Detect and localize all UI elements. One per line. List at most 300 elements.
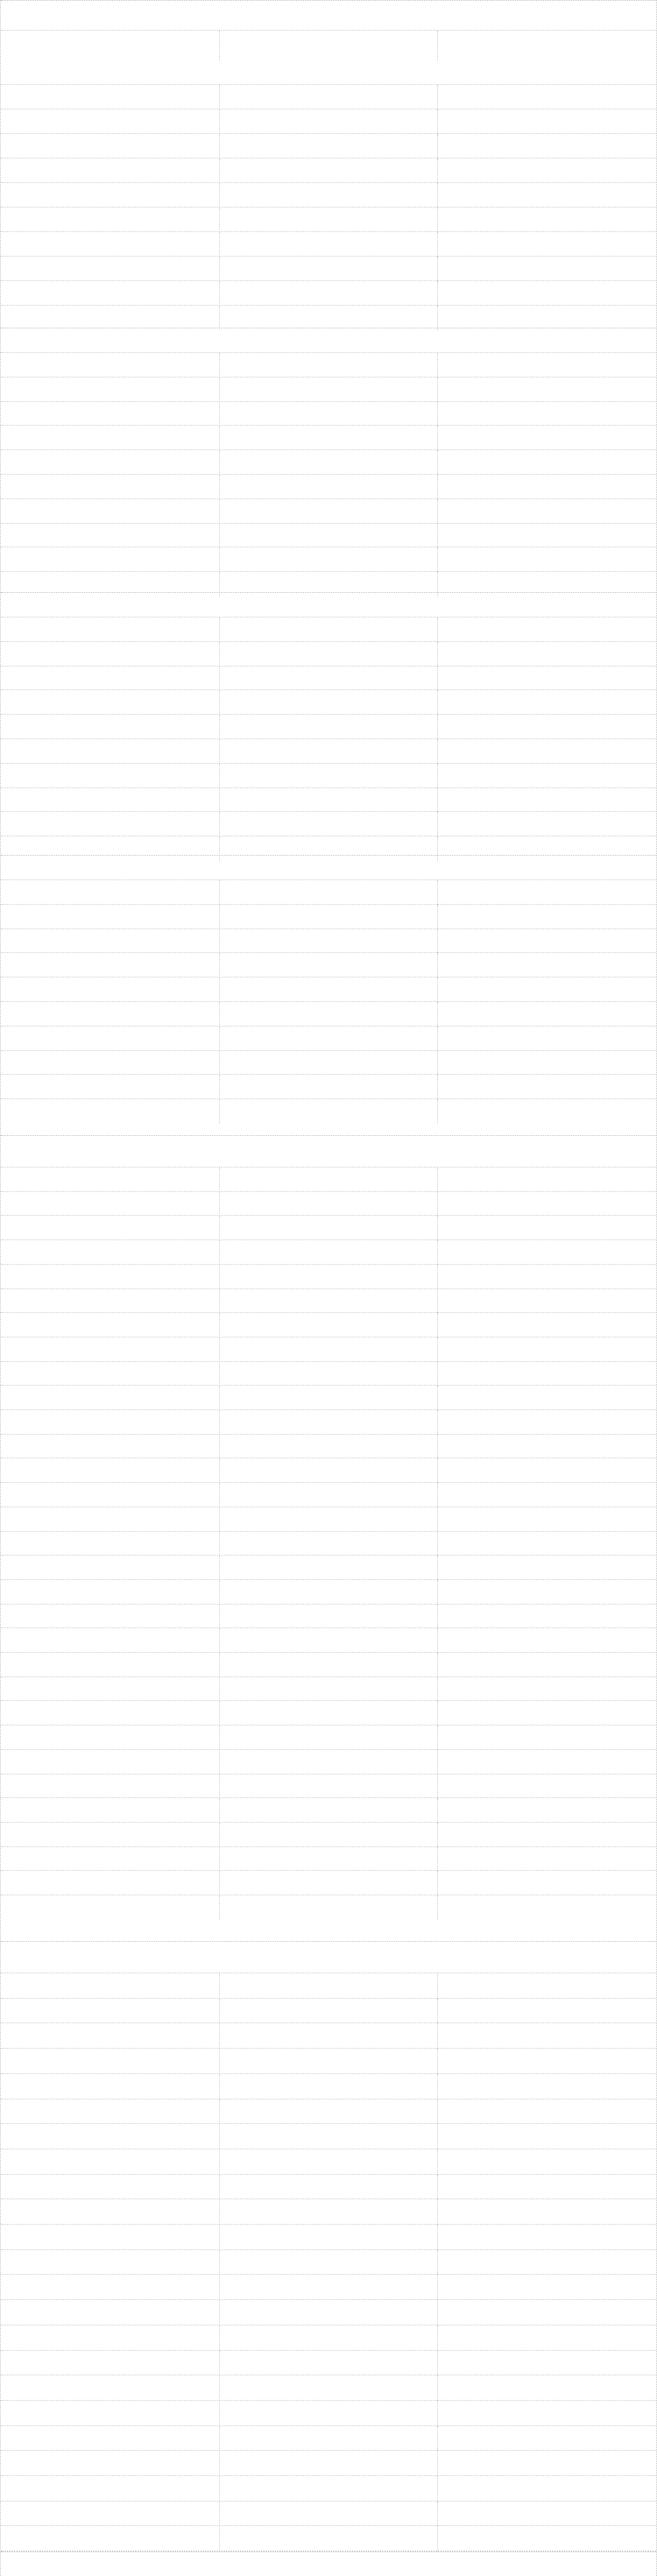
table-cell <box>437 880 656 905</box>
table-cell <box>219 426 438 450</box>
table-row <box>1 30 656 60</box>
table-cell <box>219 2502 438 2527</box>
table-cell <box>437 2049 656 2074</box>
table-cell <box>1 2502 219 2527</box>
table-cell <box>437 788 656 813</box>
table-cell <box>219 1458 438 1483</box>
table-cell <box>219 2023 438 2049</box>
table-cell <box>219 1871 438 1895</box>
table-row <box>1 1337 656 1361</box>
table-cell <box>437 159 656 183</box>
table-row <box>1 879 656 904</box>
table-row <box>1 641 656 666</box>
table-cell <box>219 31 438 60</box>
table-cell <box>219 1556 438 1580</box>
table-row <box>1 474 656 498</box>
table-cell <box>219 1313 438 1337</box>
table-cell <box>219 2325 438 2351</box>
table-cell <box>219 1099 438 1124</box>
table-cell <box>437 1507 656 1532</box>
table-cell <box>1 1075 219 1099</box>
table-cell <box>219 2300 438 2325</box>
table-cell <box>1 1240 219 1265</box>
table-cell <box>437 257 656 281</box>
table-row <box>1 1409 656 1434</box>
table-row <box>1 2274 656 2299</box>
table-cell <box>437 1973 656 1999</box>
table-row <box>1 498 656 523</box>
table-cell <box>437 134 656 159</box>
table-cell <box>219 2526 438 2551</box>
table-cell <box>437 1750 656 1775</box>
table-cell <box>1 1532 219 1556</box>
table-cell <box>437 450 656 475</box>
table-cell <box>437 1289 656 1314</box>
table-cell <box>437 2300 656 2325</box>
table-row <box>1 2350 656 2375</box>
table-cell <box>1 353 219 378</box>
table-cell <box>1 2149 219 2175</box>
table-row <box>1 84 656 109</box>
table-cell <box>437 2149 656 2175</box>
table-cell <box>219 378 438 402</box>
table-cell <box>437 378 656 402</box>
table-row <box>1 2425 656 2451</box>
table-row <box>1 547 656 571</box>
table-cell <box>437 1653 656 1677</box>
table-cell <box>1 1677 219 1702</box>
table-cell <box>1 2199 219 2225</box>
table-row <box>1 2501 656 2526</box>
table-cell <box>1 1337 219 1362</box>
table-cell <box>437 1265 656 1289</box>
table-cell <box>437 905 656 929</box>
table-cell <box>437 109 656 134</box>
table-cell <box>1 1653 219 1677</box>
table-cell <box>437 1386 656 1410</box>
table-cell <box>219 618 438 642</box>
table-cell <box>1 905 219 929</box>
table-cell <box>1 208 219 232</box>
table-row <box>1 1604 656 1628</box>
table-cell <box>219 1726 438 1750</box>
table-row <box>1 377 656 401</box>
table-cell <box>219 2124 438 2149</box>
table-row <box>1 280 656 305</box>
table-row <box>1 1627 656 1652</box>
table-cell <box>219 85 438 109</box>
table-cell <box>437 524 656 548</box>
table-cell <box>437 2275 656 2300</box>
table-cell <box>437 547 656 572</box>
table-cell <box>1 257 219 281</box>
table-cell <box>1 2175 219 2200</box>
table-row <box>1 1001 656 1026</box>
table-cell <box>1 1051 219 1076</box>
table-row <box>1 2400 656 2425</box>
table-row <box>1 305 656 329</box>
table-cell <box>1 690 219 715</box>
table-cell <box>219 667 438 691</box>
table-cell <box>437 1605 656 1629</box>
table-cell <box>437 929 656 954</box>
table-cell <box>437 281 656 306</box>
table-cell <box>437 1168 656 1192</box>
table-cell <box>219 1362 438 1387</box>
table-cell <box>219 281 438 306</box>
table-row <box>1 689 656 714</box>
table-row <box>1 977 656 1001</box>
table-cell <box>437 1580 656 1605</box>
table-cell <box>1 2300 219 2325</box>
table-cell <box>219 2049 438 2074</box>
table-row <box>1 2123 656 2149</box>
table-cell <box>437 499 656 524</box>
table-cell <box>219 1999 438 2024</box>
table-cell <box>1 2023 219 2049</box>
table-cell <box>1 1192 219 1217</box>
section-band-6 <box>1 1941 656 1973</box>
table-cell <box>219 1337 438 1362</box>
table-cell <box>437 1677 656 1702</box>
table-cell <box>1 642 219 667</box>
table-row <box>1 1846 656 1871</box>
table-cell <box>1 1823 219 1847</box>
table-row <box>1 352 656 377</box>
table-row <box>1 2325 656 2350</box>
table-cell <box>1 85 219 109</box>
table-cell <box>1 524 219 548</box>
table-cell <box>437 1362 656 1387</box>
section-band-2 <box>1 328 656 352</box>
table-cell <box>219 2426 438 2452</box>
table-cell <box>1 1265 219 1289</box>
table-row <box>1 2224 656 2249</box>
table-cell <box>437 812 656 836</box>
table-cell <box>1 306 219 330</box>
table-row <box>1 1555 656 1579</box>
table-cell <box>219 1653 438 1677</box>
table-cell <box>1 2526 219 2551</box>
table-cell <box>219 257 438 281</box>
table-cell <box>219 2476 438 2502</box>
table-cell <box>219 183 438 208</box>
table-cell <box>1 1027 219 1051</box>
table-cell <box>1 812 219 836</box>
section-band-5 <box>1 1135 656 1167</box>
table-cell <box>219 2074 438 2100</box>
table-cell <box>437 1337 656 1362</box>
table-cell <box>1 1628 219 1653</box>
table-cell <box>1 715 219 739</box>
table-cell <box>437 353 656 378</box>
table-cell <box>219 232 438 257</box>
table-cell <box>437 977 656 1002</box>
table-cell <box>1 618 219 642</box>
table-cell <box>219 1192 438 1217</box>
table-row <box>1 1895 656 1919</box>
table-cell <box>219 977 438 1002</box>
table-cell <box>1 402 219 427</box>
table-cell <box>219 1775 438 1799</box>
table-cell <box>1 450 219 475</box>
table-row <box>1 231 656 256</box>
table-row <box>1 1822 656 1846</box>
table-cell <box>219 450 438 475</box>
table-cell <box>437 1027 656 1051</box>
table-cell <box>1 2476 219 2502</box>
table-row <box>1 1676 656 1701</box>
table-cell <box>437 715 656 739</box>
table-cell <box>437 2175 656 2200</box>
table-cell <box>1 475 219 499</box>
table-row <box>1 1482 656 1507</box>
table-cell <box>1 1362 219 1387</box>
table-cell <box>219 1435 438 1459</box>
table-cell <box>219 1628 438 1653</box>
table-row <box>1 617 656 641</box>
table-row <box>1 182 656 207</box>
table-cell <box>219 1750 438 1775</box>
table-cell <box>219 159 438 183</box>
table-cell <box>437 306 656 330</box>
table-cell <box>219 2149 438 2175</box>
table-cell <box>219 2401 438 2426</box>
table-cell <box>1 1313 219 1337</box>
table-cell <box>219 208 438 232</box>
table-row <box>1 1074 656 1098</box>
table-row <box>1 1288 656 1313</box>
table-cell <box>1 1871 219 1895</box>
table-cell <box>219 1847 438 1872</box>
table-cell <box>1 2401 219 2426</box>
table-row <box>1 1385 656 1409</box>
table-row <box>1 523 656 547</box>
table-cell <box>1 1386 219 1410</box>
table-cell <box>219 1265 438 1289</box>
section-band-4 <box>1 855 656 879</box>
table-cell <box>219 1027 438 1051</box>
table-cell <box>1 1605 219 1629</box>
table-cell <box>437 953 656 977</box>
table-cell <box>437 764 656 788</box>
table-cell <box>1 547 219 572</box>
table-cell <box>437 2502 656 2527</box>
table-cell <box>437 1999 656 2024</box>
table-cell <box>219 1823 438 1847</box>
table-cell <box>437 475 656 499</box>
table-cell <box>437 2250 656 2276</box>
table-cell <box>1 2250 219 2276</box>
table-cell <box>1 2124 219 2149</box>
table-cell <box>1 1507 219 1532</box>
table-cell <box>437 1871 656 1895</box>
table-cell <box>1 1750 219 1775</box>
table-cell <box>1 1999 219 2024</box>
table-cell <box>219 1798 438 1823</box>
table-row <box>1 1725 656 1749</box>
table-cell <box>437 1002 656 1027</box>
table-cell <box>437 1410 656 1435</box>
table-row <box>1 1457 656 1482</box>
table-cell <box>1 1168 219 1192</box>
table-row <box>1 2174 656 2199</box>
table-cell <box>219 353 438 378</box>
table-cell <box>219 2375 438 2401</box>
table-cell <box>1 426 219 450</box>
table-cell <box>437 1628 656 1653</box>
table-row <box>1 449 656 474</box>
table-row <box>1 1361 656 1386</box>
table-cell <box>219 547 438 572</box>
table-cell <box>437 1556 656 1580</box>
table-cell <box>219 1973 438 1999</box>
table-row <box>1 928 656 953</box>
table-cell <box>219 2250 438 2276</box>
table-row <box>1 1215 656 1239</box>
table-cell <box>1 1216 219 1240</box>
table-cell <box>219 905 438 929</box>
table-row <box>1 1098 656 1123</box>
table-cell <box>1 1701 219 1726</box>
table-cell <box>219 1168 438 1192</box>
table-cell <box>1 977 219 1002</box>
table-cell <box>437 1847 656 1872</box>
table-cell <box>219 306 438 330</box>
table-cell <box>219 1507 438 1532</box>
table-cell <box>437 2199 656 2225</box>
table-cell <box>437 618 656 642</box>
table-cell <box>219 1605 438 1629</box>
table-bottom-rule <box>1 2551 656 2552</box>
table-cell <box>1 2225 219 2250</box>
table-row <box>1 425 656 449</box>
table-cell <box>1 1410 219 1435</box>
table-cell <box>219 1701 438 1726</box>
table-cell <box>1 2049 219 2074</box>
table-row <box>1 787 656 812</box>
table-row <box>1 1264 656 1288</box>
table-row <box>1 158 656 182</box>
table-cell <box>219 929 438 954</box>
table-cell <box>437 1726 656 1750</box>
table-row <box>1 1507 656 1531</box>
table-cell <box>1 1002 219 1027</box>
table-cell <box>1 1775 219 1799</box>
table-cell <box>219 880 438 905</box>
table-row <box>1 811 656 836</box>
table-row <box>1 2048 656 2073</box>
table-cell <box>1 2451 219 2476</box>
table-cell <box>219 524 438 548</box>
table-cell <box>437 2476 656 2502</box>
table-cell <box>437 2451 656 2476</box>
table-cell <box>1 31 219 60</box>
table-cell <box>1 1895 219 1920</box>
table-row <box>1 1026 656 1050</box>
table-cell <box>1 764 219 788</box>
table-cell <box>1 1435 219 1459</box>
table-row <box>1 2198 656 2224</box>
table-cell <box>1 1847 219 1872</box>
table-cell <box>219 642 438 667</box>
table-row <box>1 1652 656 1676</box>
table-cell <box>1 929 219 954</box>
table-cell <box>437 1099 656 1124</box>
table-cell <box>437 1051 656 1076</box>
table-row <box>1 904 656 928</box>
table-cell <box>219 475 438 499</box>
table-row <box>1 256 656 280</box>
table-row <box>1 1050 656 1075</box>
table-cell <box>437 183 656 208</box>
table-cell <box>219 715 438 739</box>
table-cell <box>1 1483 219 1507</box>
table-cell <box>1 2351 219 2376</box>
table-cell <box>1 1556 219 1580</box>
table-cell <box>437 1458 656 1483</box>
table-row <box>1 2450 656 2475</box>
table-cell <box>219 1386 438 1410</box>
table-cell <box>1 1289 219 1314</box>
table-cell <box>1 134 219 159</box>
table-row <box>1 1973 656 1998</box>
table-cell <box>437 2426 656 2452</box>
table-cell <box>1 2074 219 2100</box>
table-cell <box>219 1895 438 1920</box>
table-row <box>1 133 656 158</box>
table-cell <box>219 764 438 788</box>
table-cell <box>1 2375 219 2401</box>
table-row <box>1 2149 656 2174</box>
table-cell <box>219 1410 438 1435</box>
table-row <box>1 1434 656 1458</box>
table-row <box>1 2073 656 2099</box>
table-cell <box>437 1798 656 1823</box>
table-cell <box>437 1192 656 1217</box>
table-cell <box>219 1002 438 1027</box>
table-cell <box>1 499 219 524</box>
table-cell <box>219 499 438 524</box>
table-row <box>1 1998 656 2023</box>
table-cell <box>1 109 219 134</box>
table-cell <box>1 2100 219 2125</box>
table-row <box>1 1167 656 1191</box>
table-cell <box>437 85 656 109</box>
table-cell <box>1 281 219 306</box>
table-cell <box>1 1973 219 1999</box>
table-cell <box>219 1532 438 1556</box>
table-row <box>1 2249 656 2275</box>
table-cell <box>219 1580 438 1605</box>
table-row <box>1 1774 656 1798</box>
table-cell <box>1 953 219 977</box>
table-cell <box>437 2351 656 2376</box>
table-cell <box>1 1726 219 1750</box>
table-cell <box>219 690 438 715</box>
table-cell <box>1 2275 219 2300</box>
table-row <box>1 1191 656 1216</box>
table-cell <box>219 1483 438 1507</box>
table-cell <box>219 2100 438 2125</box>
table-row <box>1 1579 656 1604</box>
table-cell <box>1 1798 219 1823</box>
table-cell <box>1 1458 219 1483</box>
table-row <box>1 1700 656 1725</box>
table-row <box>1 2375 656 2400</box>
table-row <box>1 2022 656 2048</box>
table-cell <box>437 1240 656 1265</box>
